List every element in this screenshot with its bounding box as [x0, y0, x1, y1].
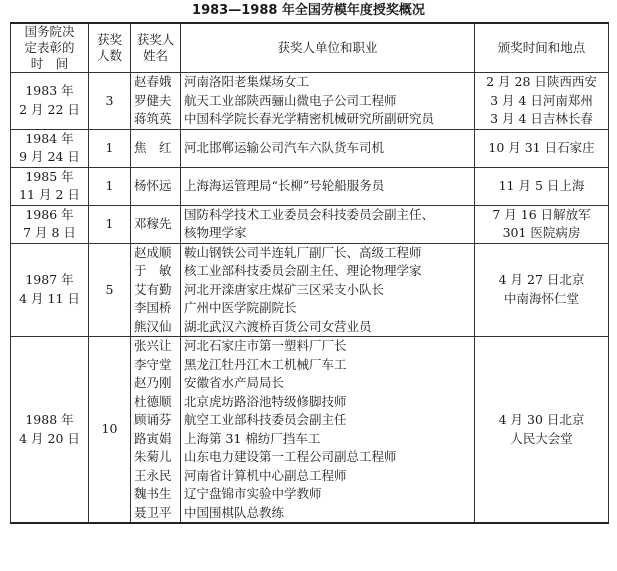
winner-name: 朱菊儿 — [134, 449, 172, 464]
decision-date-cell — [11, 337, 89, 524]
winner-job-cell — [181, 167, 475, 205]
winner-name: 赵乃刚 — [134, 375, 172, 390]
decision-date-line: 1984 年 — [25, 130, 74, 146]
winner-count: 1 — [105, 139, 114, 155]
table-row — [11, 129, 609, 167]
decision-date-line: 1985 年 — [25, 168, 74, 184]
winner-names-cell — [131, 73, 181, 130]
header-job: 获奖人单位和职业 — [181, 23, 475, 73]
award-time-place-cell — [475, 73, 609, 130]
award-time-place-line: 2 月 28 日陕西西安 — [486, 74, 597, 89]
decision-date-line: 2 月 22 日 — [19, 101, 80, 117]
table-row — [11, 337, 609, 524]
winner-names-cell — [131, 243, 181, 337]
table-row — [11, 73, 609, 130]
winner-name: 李国桥 — [134, 300, 172, 315]
award-time-place-cell — [475, 205, 609, 243]
winner-names-cell — [131, 205, 181, 243]
winner-name: 艾有勤 — [134, 281, 172, 297]
award-time-place-line: 4 月 30 日北京 — [498, 412, 585, 427]
winner-job: 北京虎坊路浴池特级修脚技师 — [184, 393, 347, 409]
decision-date-cell — [11, 205, 89, 243]
header-count: 获奖 人数 — [89, 23, 131, 73]
winner-names-cell — [131, 167, 181, 205]
winner-job: 河北石家庄市第一塑料厂厂长 — [184, 338, 347, 353]
decision-date-line: 4 月 11 日 — [19, 290, 80, 306]
header-names: 获奖人 姓名 — [131, 23, 181, 73]
winner-job: 上海海运管理局“长柳”号轮船服务员 — [184, 177, 385, 193]
winner-name: 杜德顺 — [134, 393, 172, 409]
winner-name: 李守堂 — [134, 356, 172, 372]
winner-job: 航天工业部陕西骊山微电子公司工程师 — [184, 92, 397, 108]
winner-name: 于 敏 — [134, 263, 172, 278]
decision-date-line: 4 月 20 日 — [19, 430, 80, 446]
winner-job: 湖北武汉六渡桥百货公司女营业员 — [184, 318, 372, 334]
decision-date-cell — [11, 73, 89, 130]
winner-job: 河南省计算机中心副总工程师 — [184, 467, 347, 483]
winner-job: 航空工业部科技委员会副主任 — [184, 412, 347, 427]
award-time-place-line: 3 月 4 日河南郑州 — [490, 92, 593, 108]
winner-name: 顾诵芬 — [134, 412, 172, 427]
award-time-place-line: 中南海怀仁堂 — [503, 290, 579, 306]
winner-name: 杨怀远 — [134, 177, 172, 193]
decision-date-cell — [11, 167, 89, 205]
winner-job: 黑龙江牡丹江木工机械厂车工 — [184, 356, 347, 372]
award-time-place-cell — [475, 337, 609, 524]
award-time-place-line: 7 月 16 日解放军 — [492, 206, 591, 222]
decision-date-line: 1983 年 — [25, 83, 74, 99]
decision-date-cell — [11, 129, 89, 167]
decision-date-line: 1987 年 — [25, 272, 74, 288]
winner-count-cell — [89, 337, 131, 524]
winner-job-cell — [181, 243, 475, 337]
winner-count: 3 — [105, 92, 114, 108]
award-time-place-line: 人民大会堂 — [510, 430, 573, 446]
award-time-place-line: 301 医院病房 — [502, 225, 581, 240]
winner-job: 上海第 31 棉纺厂挡车工 — [184, 430, 321, 446]
winner-job: 国防科学技术工业委员会科技委员会副主任、 — [184, 206, 435, 222]
winner-name: 邓稼先 — [134, 215, 172, 231]
winner-job: 山东电力建设第一工程公司副总工程师 — [184, 449, 397, 464]
decision-date-cell — [11, 243, 89, 337]
winner-job-cell — [181, 129, 475, 167]
winner-job-cell — [181, 205, 475, 243]
table-title: 1983—1988 年全国劳模年度授奖概况 — [192, 3, 425, 18]
table-row — [11, 243, 609, 337]
decision-date-line: 9 月 24 日 — [19, 149, 80, 164]
table-row — [11, 167, 609, 205]
winner-job: 广州中医学院副院长 — [184, 300, 297, 315]
winner-count-cell — [89, 243, 131, 337]
winner-job: 辽宁盘锦市实验中学教师 — [184, 486, 322, 501]
winner-job-cell — [181, 337, 475, 524]
winner-job-cell — [181, 73, 475, 130]
table-row — [11, 205, 609, 243]
award-time-place-cell — [475, 167, 609, 205]
winner-job: 河北开滦唐家庄煤矿三区采支小队长 — [184, 281, 385, 297]
header-time: 国务院决 定表彰的 时 间 — [11, 23, 89, 73]
winner-job: 核物理学家 — [184, 225, 247, 240]
header-award: 颁奖时间和地点 — [475, 23, 609, 73]
award-time-place-line: 11 月 5 日上海 — [498, 177, 585, 193]
winner-job: 河北邯郸运输公司汽车六队货车司机 — [184, 139, 385, 155]
award-time-place-line: 4 月 27 日北京 — [498, 272, 585, 288]
winner-names-cell — [131, 337, 181, 524]
winner-name: 魏书生 — [134, 486, 172, 501]
award-time-place-cell — [475, 129, 609, 167]
winner-job: 鞍山钢铁公司半连轧厂副厂长、高级工程师 — [184, 244, 422, 260]
winner-name: 赵成顺 — [134, 244, 172, 260]
decision-date-line: 11 月 2 日 — [19, 187, 80, 202]
award-time-place-cell — [475, 243, 609, 337]
winner-name: 焦 红 — [134, 139, 172, 155]
winner-count-cell — [89, 73, 131, 130]
winner-name: 罗健夫 — [134, 92, 172, 108]
winner-names-cell — [131, 129, 181, 167]
winner-count-cell — [89, 167, 131, 205]
decision-date-line: 1988 年 — [25, 412, 74, 427]
winner-name: 张兴让 — [134, 338, 172, 353]
winner-count: 1 — [105, 177, 114, 193]
header-row — [11, 23, 609, 73]
decision-date-line: 1986 年 — [25, 206, 74, 222]
winner-job: 河南洛阳老集煤场女工 — [184, 74, 310, 89]
award-time-place-line: 10 月 31 日石家庄 — [488, 139, 595, 155]
winner-name: 熊汉仙 — [134, 318, 172, 334]
winner-count-cell — [89, 205, 131, 243]
winner-name: 王永民 — [134, 467, 172, 483]
winner-name: 蒋筑英 — [134, 111, 172, 126]
award-time-place-line: 3 月 4 日吉林长春 — [490, 111, 593, 126]
winner-count: 10 — [101, 421, 118, 437]
winner-job: 安徽省水产局局长 — [184, 375, 285, 390]
winner-count: 5 — [105, 281, 114, 297]
decision-date-line: 7 月 8 日 — [23, 225, 76, 240]
winner-name: 路寅娟 — [134, 430, 172, 446]
winner-count: 1 — [105, 215, 114, 231]
winner-name: 聂卫平 — [134, 504, 172, 520]
winner-name: 赵春娥 — [134, 74, 172, 89]
award-table — [10, 22, 609, 524]
winner-job: 中国科学院长春光学精密机械研究所副研究员 — [184, 111, 435, 126]
winner-job: 中国围棋队总教练 — [184, 504, 285, 520]
winner-job: 核工业部科技委员会副主任、理论物理学家 — [184, 263, 422, 278]
winner-count-cell — [89, 129, 131, 167]
